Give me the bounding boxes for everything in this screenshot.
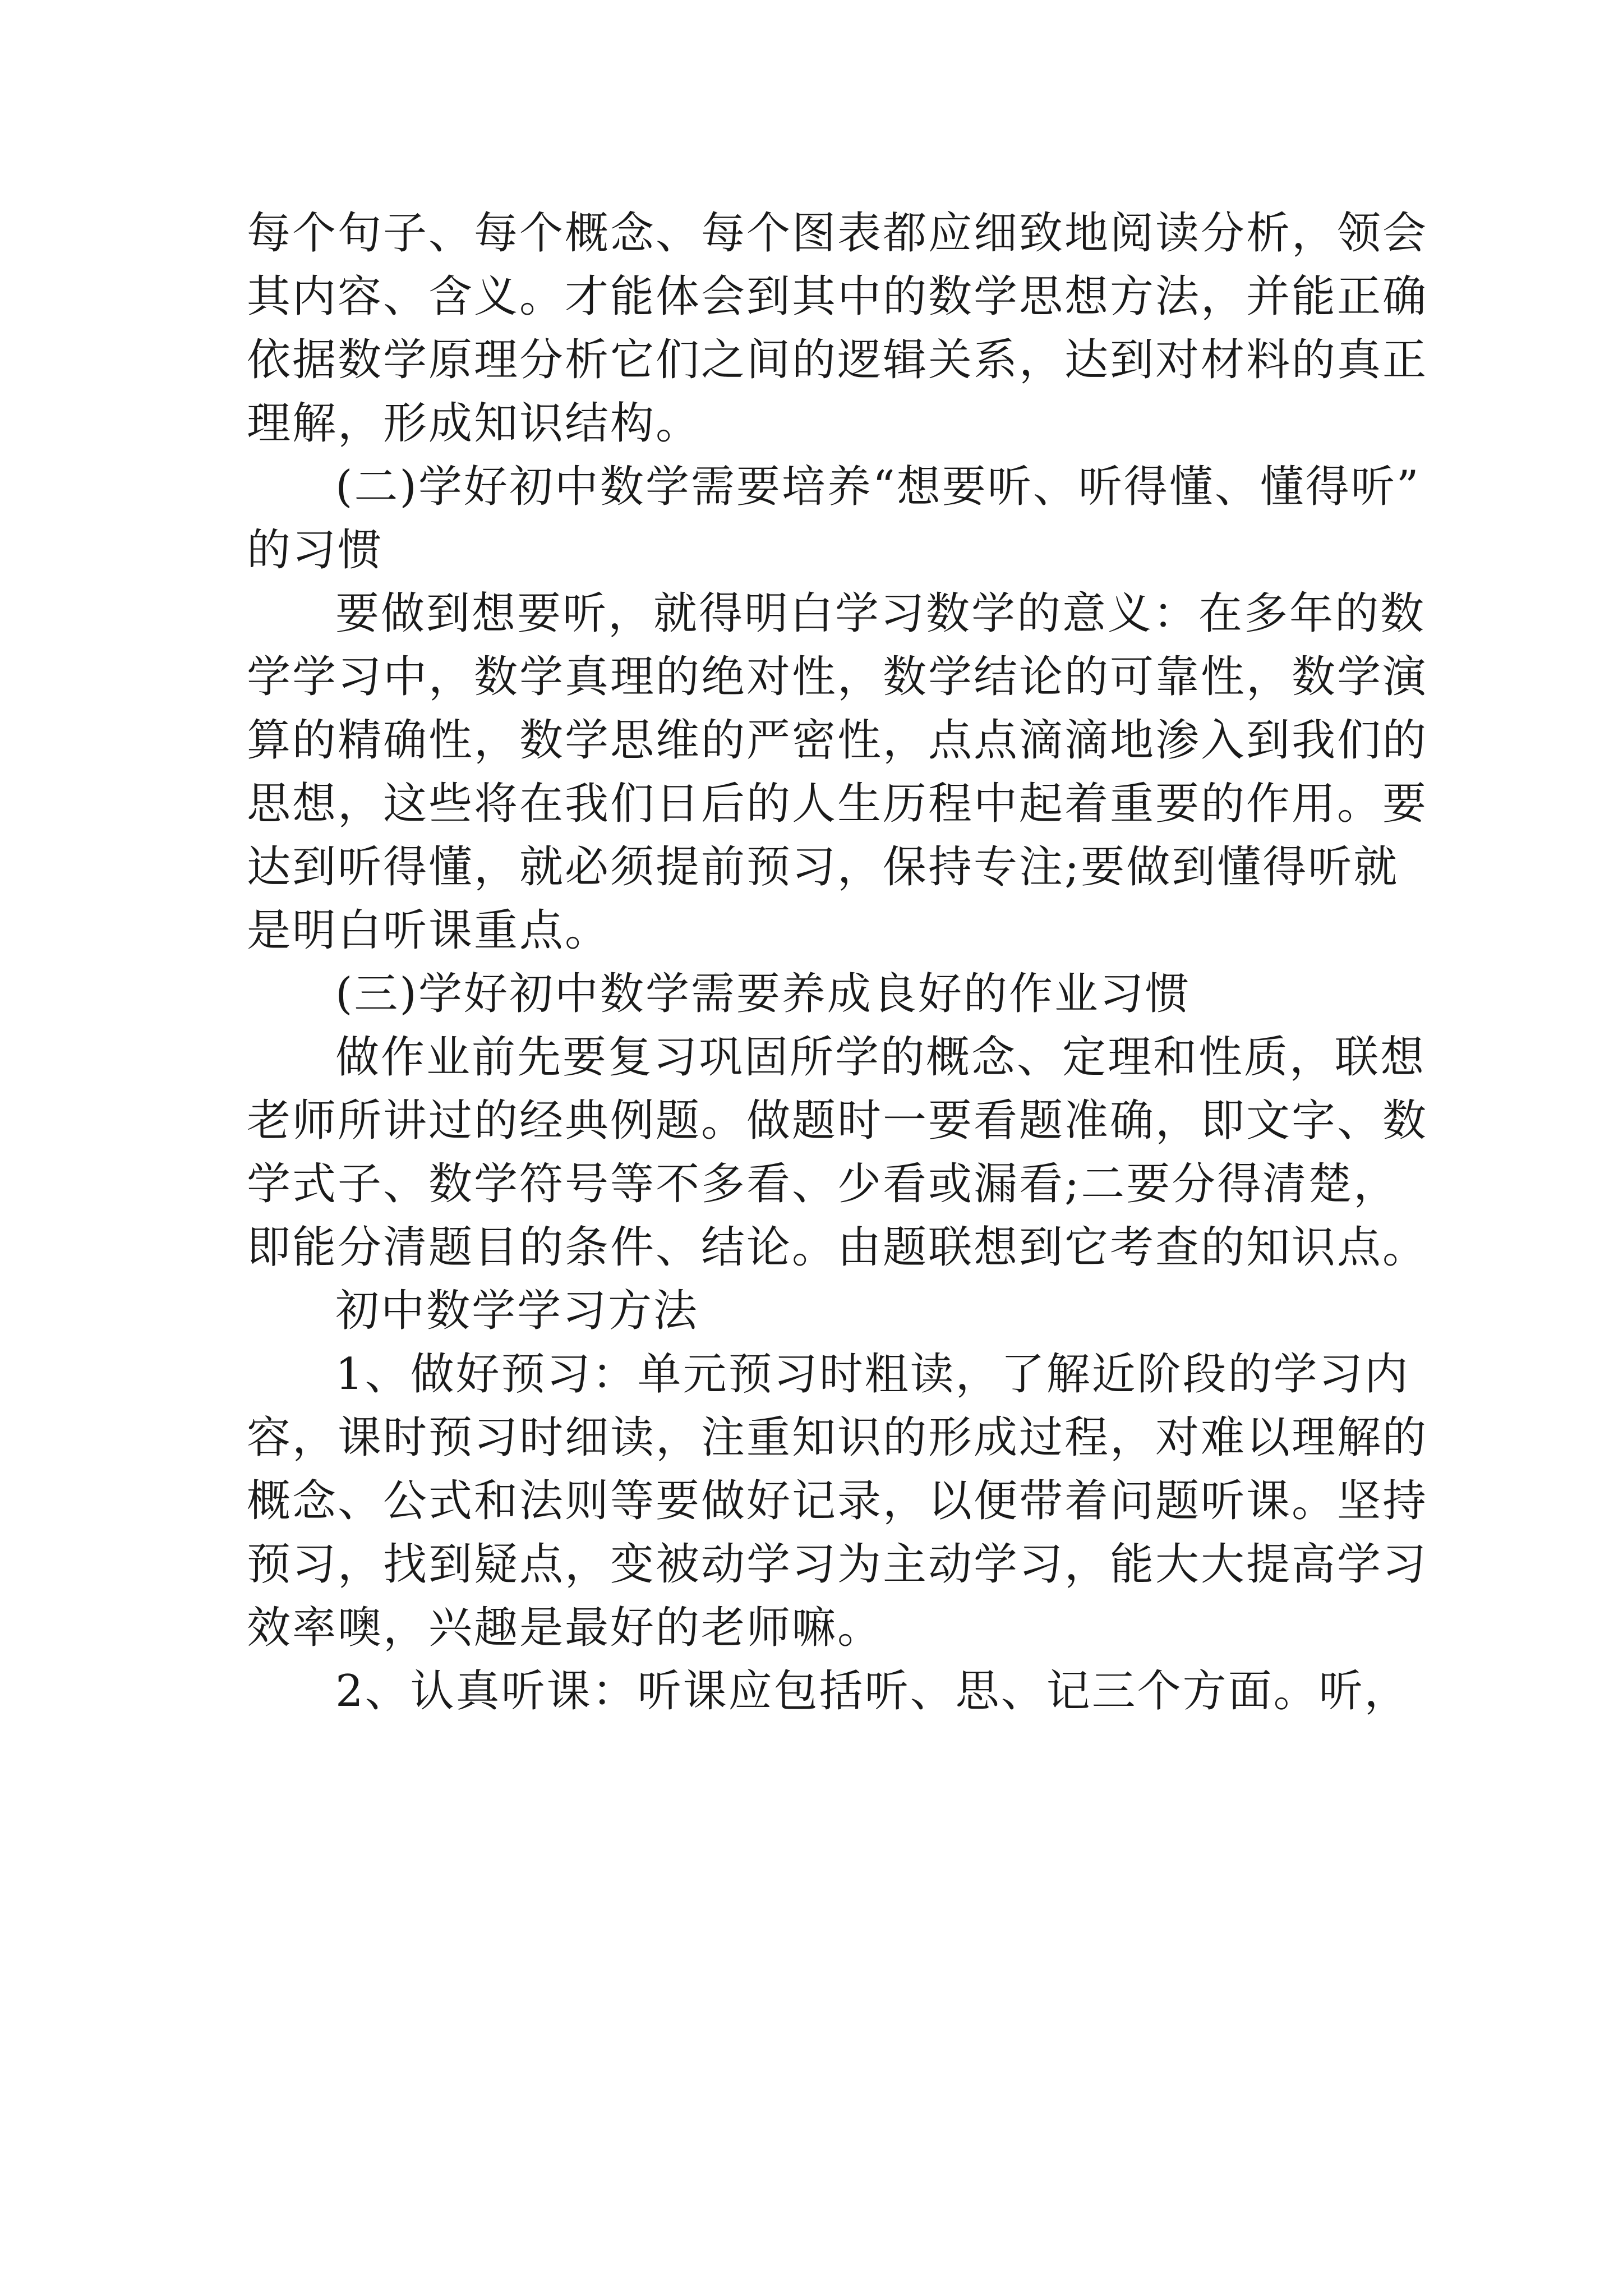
text-line: 是明白听课重点。	[247, 905, 611, 956]
text-line: 即能分清题目的条件、结论。由题联想到它考查的知识点。	[247, 1222, 1428, 1273]
text-line: 2、认真听课：听课应包括听、思、记三个方面。听，	[335, 1666, 1410, 1717]
text-line: 达到听得懂，就必须提前预习，保持专注;要做到懂得听就	[247, 842, 1399, 892]
document-body	[247, 202, 1428, 1723]
text-line: 做作业前先要复习巩固所学的概念、定理和性质，联想	[335, 1032, 1426, 1083]
text-line: 理解，形成知识结构。	[247, 398, 702, 449]
text-line: 算的精确性，数学思维的严密性，点点滴滴地渗入到我们的	[247, 715, 1428, 766]
text-line: 1、做好预习：单元预习时粗读，了解近阶段的学习内	[335, 1349, 1410, 1400]
text-line: 学学习中，数学真理的绝对性，数学结论的可靠性，数学演	[247, 652, 1428, 702]
text-line: 其内容、含义。才能体会到其中的数学思想方法，并能正确	[247, 272, 1428, 322]
text-line: 老师所讲过的经典例题。做题时一要看题准确，即文字、数	[247, 1096, 1428, 1146]
text-line: 概念、公式和法则等要做好记录，以便带着问题听课。坚持	[247, 1476, 1428, 1526]
section-heading: (三)学好初中数学需要养成良好的作业习惯	[335, 969, 1191, 1019]
text-line: 每个句子、每个概念、每个图表都应细致地阅读分析，领会	[247, 208, 1428, 259]
section-heading-continued: 的习惯	[247, 525, 384, 576]
text-line: 学式子、数学符号等不多看、少看或漏看;二要分得清楚，	[247, 1159, 1399, 1209]
section-heading: 初中数学学习方法	[335, 1286, 699, 1336]
text-line: 效率噢，兴趣是最好的老师嘛。	[247, 1603, 883, 1653]
text-line: 思想，这些将在我们日后的人生历程中起着重要的作用。要	[247, 779, 1428, 829]
section-heading: (二)学好初中数学需要培养“想要听、听得懂、懂得听”	[335, 462, 1421, 512]
text-line: 预习，找到疑点，变被动学习为主动学习，能大大提高学习	[247, 1539, 1428, 1590]
text-line: 依据数学原理分析它们之间的逻辑关系，达到对材料的真正	[247, 335, 1428, 385]
text-line: 要做到想要听，就得明白学习数学的意义：在多年的数	[335, 588, 1426, 639]
text-line: 容，课时预习时细读，注重知识的形成过程，对难以理解的	[247, 1412, 1428, 1463]
